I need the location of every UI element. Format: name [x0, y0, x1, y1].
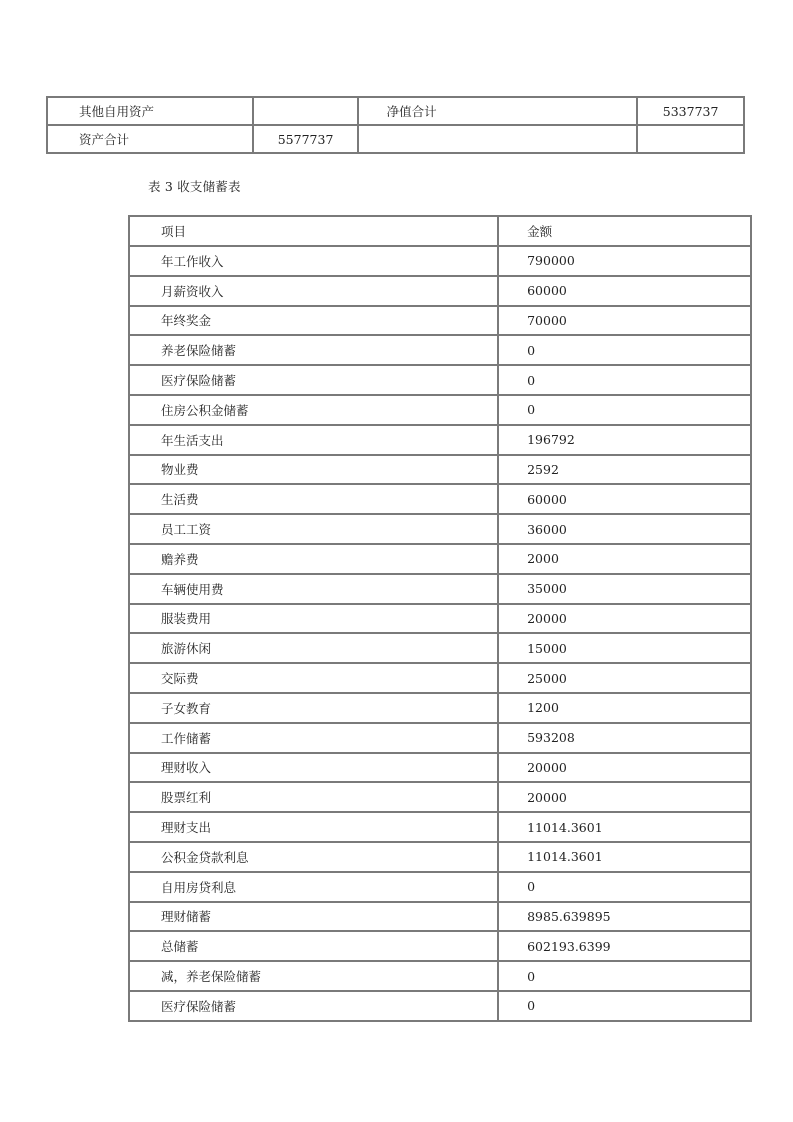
amount-cell: 2000	[498, 544, 751, 574]
table-row	[129, 604, 751, 634]
table-row	[129, 395, 751, 425]
amount-cell: 20000	[498, 782, 751, 812]
amount-cell: 70000	[498, 306, 751, 336]
amount-cell: 36000	[498, 514, 751, 544]
amount-cell: 20000	[498, 604, 751, 634]
amount-cell: 196792	[498, 425, 751, 455]
amount-cell: 11014.3601	[498, 812, 751, 842]
table-row	[129, 902, 751, 932]
amount-cell: 1200	[498, 693, 751, 723]
table-row	[129, 306, 751, 336]
table-row	[129, 693, 751, 723]
item-cell: 理财收入	[129, 753, 498, 783]
table-caption: 表 3 收支储蓄表	[148, 179, 241, 194]
column-header-amount: 金额	[498, 216, 751, 246]
table-row	[129, 484, 751, 514]
table-row	[47, 125, 744, 153]
amount-cell: 60000	[498, 484, 751, 514]
item-cell: 物业费	[129, 455, 498, 485]
item-cell: 交际费	[129, 663, 498, 693]
table-row	[129, 723, 751, 753]
column-header-item: 项目	[129, 216, 498, 246]
table-row	[129, 633, 751, 663]
amount-cell: 0	[498, 991, 751, 1021]
amount-cell: 593208	[498, 723, 751, 753]
item-cell: 理财支出	[129, 812, 498, 842]
item-cell: 股票红利	[129, 782, 498, 812]
balance-label-cell: 其他自用资产	[47, 97, 253, 125]
item-cell: 医疗保险储蓄	[129, 365, 498, 395]
table-row	[129, 246, 751, 276]
table-row	[129, 812, 751, 842]
item-cell: 工作储蓄	[129, 723, 498, 753]
amount-cell: 0	[498, 961, 751, 991]
item-cell: 减，养老保险储蓄	[129, 961, 498, 991]
amount-cell: 790000	[498, 246, 751, 276]
balance-sheet-table	[46, 96, 745, 154]
table-row	[129, 872, 751, 902]
table-row	[129, 365, 751, 395]
amount-cell: 0	[498, 872, 751, 902]
item-cell: 服装费用	[129, 604, 498, 634]
amount-cell: 0	[498, 335, 751, 365]
item-cell: 年工作收入	[129, 246, 498, 276]
table-row	[129, 455, 751, 485]
balance-value-cell	[253, 97, 357, 125]
item-cell: 总储蓄	[129, 931, 498, 961]
balance-label-cell: 净值合计	[358, 97, 638, 125]
item-cell: 子女教育	[129, 693, 498, 723]
item-cell: 医疗保险储蓄	[129, 991, 498, 1021]
item-cell: 自用房贷利息	[129, 872, 498, 902]
amount-cell: 11014.3601	[498, 842, 751, 872]
table-row	[129, 544, 751, 574]
table-header-row	[129, 216, 751, 246]
item-cell: 车辆使用费	[129, 574, 498, 604]
amount-cell: 8985.639895	[498, 902, 751, 932]
table-row	[129, 663, 751, 693]
amount-cell: 0	[498, 395, 751, 425]
table-row	[129, 842, 751, 872]
item-cell: 旅游休闲	[129, 633, 498, 663]
item-cell: 生活费	[129, 484, 498, 514]
table-row	[129, 961, 751, 991]
amount-cell: 2592	[498, 455, 751, 485]
amount-cell: 35000	[498, 574, 751, 604]
item-cell: 年终奖金	[129, 306, 498, 336]
table-row	[129, 574, 751, 604]
item-cell: 理财储蓄	[129, 902, 498, 932]
table-row	[129, 753, 751, 783]
table-row	[129, 782, 751, 812]
table-row	[129, 514, 751, 544]
amount-cell: 20000	[498, 753, 751, 783]
amount-cell: 25000	[498, 663, 751, 693]
table-row	[129, 276, 751, 306]
amount-cell: 15000	[498, 633, 751, 663]
balance-value-cell	[637, 125, 744, 153]
amount-cell: 0	[498, 365, 751, 395]
item-cell: 公积金贷款利息	[129, 842, 498, 872]
amount-cell: 60000	[498, 276, 751, 306]
table-row	[129, 991, 751, 1021]
item-cell: 养老保险储蓄	[129, 335, 498, 365]
balance-label-cell	[358, 125, 638, 153]
balance-value-cell: 5577737	[253, 125, 357, 153]
item-cell: 年生活支出	[129, 425, 498, 455]
table-row	[47, 97, 744, 125]
table-row	[129, 931, 751, 961]
table-row	[129, 425, 751, 455]
balance-label-cell: 资产合计	[47, 125, 253, 153]
item-cell: 赡养费	[129, 544, 498, 574]
item-cell: 员工工资	[129, 514, 498, 544]
item-cell: 住房公积金储蓄	[129, 395, 498, 425]
item-cell: 月薪资收入	[129, 276, 498, 306]
table-row	[129, 335, 751, 365]
income-expense-savings-table	[128, 215, 752, 1022]
balance-value-cell: 5337737	[637, 97, 744, 125]
amount-cell: 602193.6399	[498, 931, 751, 961]
